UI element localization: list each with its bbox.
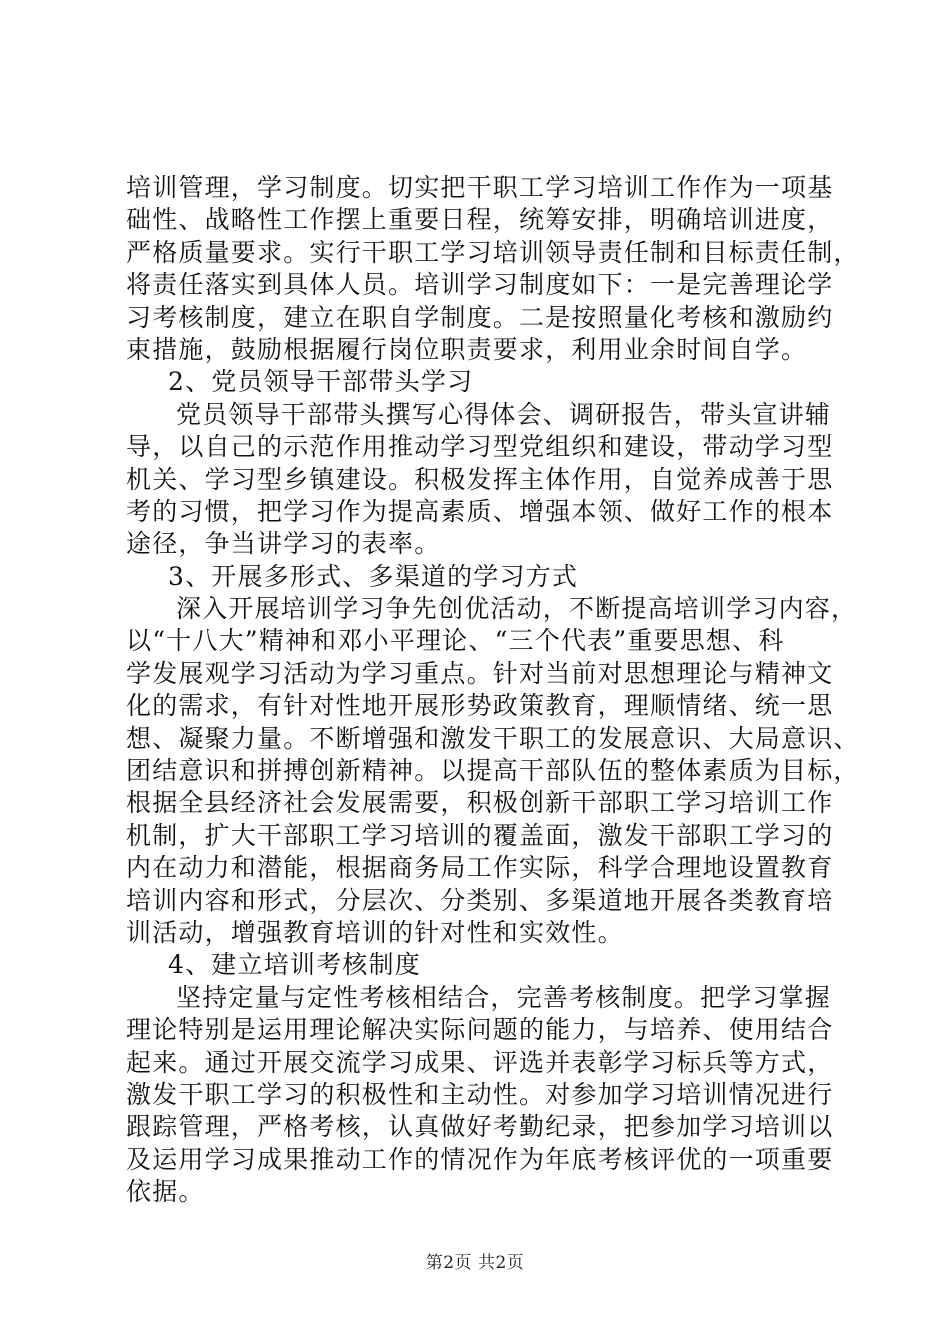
text-line: 培训管理，学习制度。切实把干职工学习培训工作作为一项基 [126,173,834,202]
text-line: 团结意识和拼搏创新精神。以提高干部队伍的整体素质为目标， [126,756,860,786]
text-line: 想、凝聚力量。不断增强和激发干职工的发展意识、大局意识、 [126,723,860,753]
section-heading: 4、建立培训考核制度 [168,950,421,980]
text-line: 训活动，增强教育培训的针对性和实效性。 [126,917,624,947]
text-line: 及运用学习成果推动工作的情况作为年底考核评优的一项重要 [126,1144,834,1174]
text-line: 跟踪管理，严格考核，认真做好考勤纪录，把参加学习培训以 [126,1112,834,1142]
text-line: 机关、学习型乡镇建设。积极发挥主体作用，自觉养成善于思 [126,464,834,494]
text-line: 培训内容和形式，分层次、分类别、多渠道地开展各类教育培 [126,885,834,915]
text-line: 依据。 [126,1177,205,1207]
text-line: 考的习惯，把学习作为提高素质、增强本领、做好工作的根本 [126,496,834,526]
text-line: 坚持定量与定性考核相结合，完善考核制度。把学习掌握 [176,982,832,1012]
text-line: 严格质量要求。实行干职工学习培训领导责任制和目标责任制， [126,237,860,267]
text-line: 化的需求，有针对性地开展形势政策教育，理顺情绪、统一思 [126,691,834,721]
section-heading: 2、党员领导干部带头学习 [168,367,474,397]
text-line: 深入开展培训学习争先创优活动，不断提高培训学习内容， [176,594,858,624]
text-line: 起来。通过开展交流学习成果、评选并表彰学习标兵等方式， [126,1047,834,1077]
text-line: 内在动力和潜能，根据商务局工作实际，科学合理地设置教育 [126,853,834,883]
text-line: 学发展观学习活动为学习重点。针对当前对思想理论与精神文 [126,658,834,688]
text-line: 束措施，鼓励根据履行岗位职责要求，利用业余时间自学。 [126,334,808,364]
text-line: 导，以自己的示范作用推动学习型党组织和建设，带动学习型 [126,432,834,462]
text-line: 党员领导干部带头撰写心得体会、调研报告，带头宣讲辅 [176,399,832,429]
text-line: 激发干职工学习的积极性和主动性。对参加学习培训情况进行 [126,1079,834,1109]
text-line: 理论特别是运用理论解决实际问题的能力，与培养、使用结合 [126,1015,834,1045]
text-line: 础性、战略性工作摆上重要日程，统筹安排，明确培训进度， [126,205,834,235]
section-heading: 3、开展多形式、多渠道的学习方式 [168,561,579,591]
text-line: 机制，扩大干部职工学习培训的覆盖面，激发干部职工学习的 [126,820,834,850]
text-line: 习考核制度，建立在职自学制度。二是按照量化考核和激励约 [126,302,834,332]
page-number-footer: 第2页 共2页 [425,1253,525,1273]
text-line: 以“十八大”精神和邓小平理论、“三个代表”重要思想、科 [126,626,785,656]
text-line: 根据全县经济社会发展需要，积极创新干部职工学习培训工作 [126,788,834,818]
text-line: 途径，争当讲学习的表率。 [126,529,441,559]
text-line: 将责任落实到具体人员。培训学习制度如下：一是完善理论学 [126,270,834,300]
document-body [126,172,860,1209]
